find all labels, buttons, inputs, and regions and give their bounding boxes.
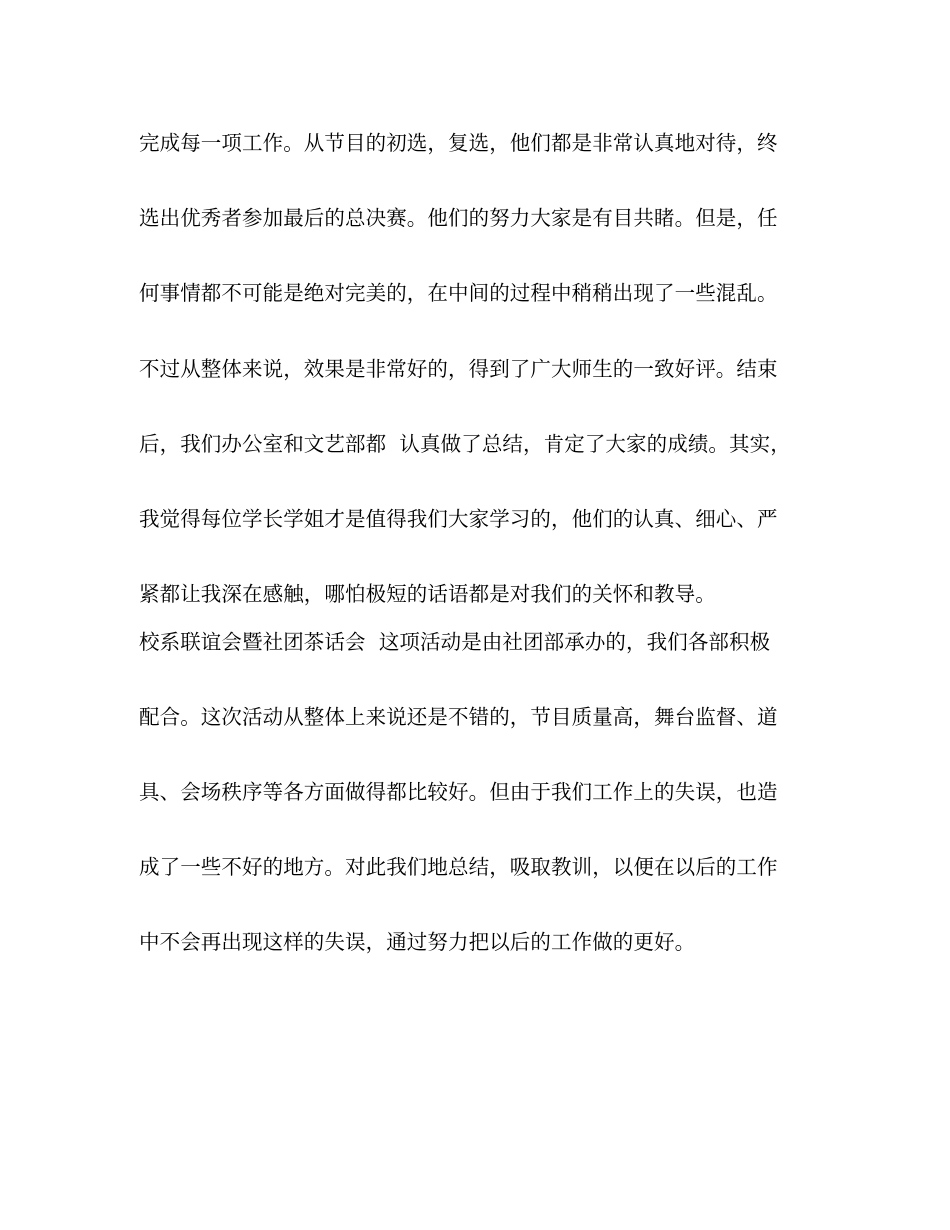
text-line: 不过从整体来说，效果是非常好的，得到了广大师生的一致好评。结束 <box>139 357 778 381</box>
text-line: 紧都让我深在感触，哪怕极短的话语都是对我们的关怀和教导。 <box>139 582 716 606</box>
text-line: 后，我们办公室和文艺部都 认真做了总结，肯定了大家的成绩。其实， <box>139 432 791 456</box>
text-line: 中不会再出现这样的失误，通过努力把以后的工作做的更好。 <box>139 930 696 954</box>
text-line: 校系联谊会暨社团茶话会 这项活动是由社团部承办的，我们各部积极 <box>139 630 771 654</box>
text-line: 我觉得每位学长学姐才是值得我们大家学习的，他们的认真、细心、严 <box>139 507 778 531</box>
text-line: 配合。这次活动从整体上来说还是不错的，节目质量高，舞台监督、道 <box>139 705 778 729</box>
text-line: 具、会场秩序等各方面做得都比较好。但由于我们工作上的失误，也造 <box>139 780 778 804</box>
text-line: 完成每一项工作。从节目的初选，复选，他们都是非常认真地对待，终 <box>139 131 778 155</box>
text-line: 选出优秀者参加最后的总决赛。他们的努力大家是有目共睹。但是，任 <box>139 206 778 230</box>
text-line: 成了一些不好的地方。对此我们地总结，吸取教训，以便在以后的工作 <box>139 855 778 879</box>
text-line: 何事情都不可能是绝对完美的，在中间的过程中稍稍出现了一些混乱。 <box>139 281 778 305</box>
